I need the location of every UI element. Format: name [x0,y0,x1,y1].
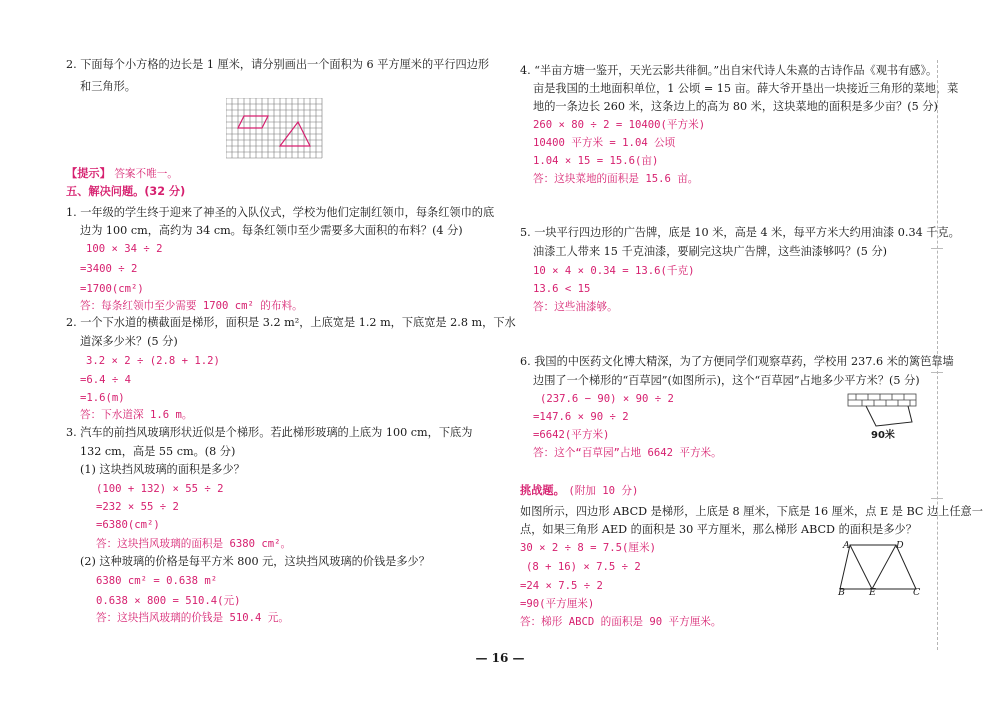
p5-step1: 10 × 4 × 0.34 = 13.6(千克) [533,265,695,277]
fig-label-c: C [913,587,921,598]
p3-answer2: 答：这块挡风玻璃的价钱是 510.4 元。 [96,612,289,624]
p3-step3: =6380(cm²) [96,519,160,531]
p1-line1: 1. 一年级的学生终于迎来了神圣的入队仪式，学校为他们定制红领巾，每条红领巾的底 [66,206,495,219]
challenge-answer: 答：梯形 ABCD 的面积是 90 平方厘米。 [520,616,722,628]
p4-line3: 地的一条边长 260 米，这条边上的高为 80 米，这块菜地的面积是多少亩？(5 分) [533,100,938,113]
p2-line1: 2. 一个下水道的横截面是梯形，面积是 3.2 m²，上底宽是 1.2 m，下底宽是 2.8 m，下水 [66,316,516,329]
section-5-heading: 五、解决问题。(32 分) [66,185,186,198]
fig-label-d: D [896,540,904,551]
p6-answer: 答：这个“百草园”占地 6642 平方米。 [533,447,722,459]
p6-step2: =147.6 × 90 ÷ 2 [533,411,629,423]
p2-step2: =6.4 ÷ 4 [80,374,132,386]
challenge-score: (附加 10 分) [568,485,639,497]
p2-line2: 道深多少米？(5 分) [80,335,178,348]
p5-step2: 13.6 < 15 [533,283,591,295]
p4-step1: 260 × 80 ÷ 2 = 10400(平方米) [533,119,706,131]
p5-line2: 油漆工人带来 15 千克油漆，要刷完这块广告牌，这些油漆够吗？(5 分) [533,245,888,258]
p2-step3: =1.6(m) [80,392,125,404]
p6-line2: 边围了一个梯形的“百草园”(如图所示)，这个“百草园”占地多少平方米？(5 分) [533,374,920,387]
p4-step2: 10400 平方米 = 1.04 公顷 [533,137,676,149]
p6-step3: =6642(平方米) [533,429,610,441]
p3-step5: 0.638 × 800 = 510.4(元) [96,595,241,607]
hint-row [66,167,178,181]
p3-step4: 6380 cm² = 0.638 m² [96,575,218,587]
cut-line [937,60,938,650]
fig-label-a: A [843,540,850,551]
p1-line2: 边为 100 cm，高约为 34 cm。每条红领巾至少需要多大面积的布料？(4 分) [80,224,463,237]
p3-sub2: (2) 这种玻璃的价格是每平方米 800 元，这块挡风玻璃的价钱是多少？ [80,555,430,568]
p1-step3: =1700(cm²) [80,283,144,295]
p1-answer: 答：每条红领巾至少需要 1700 cm² 的布料。 [80,300,303,312]
cut-mark [931,498,943,499]
p5-answer: 答：这些油漆够。 [533,301,618,313]
p3-answer1: 答：这块挡风玻璃的面积是 6380 cm²。 [96,538,292,550]
challenge-title: 挑战题。 [520,484,565,497]
hint-label: 【提示】 [66,167,111,180]
p6-step1: (237.6 − 90) × 90 ÷ 2 [540,393,674,405]
challenge-line1: 如图所示，四边形 ABCD 是梯形，上底是 8 厘米，下底是 16 厘米，点 E 是 BC 边上任意一 [520,505,983,518]
p3-step2: =232 × 55 ÷ 2 [96,501,179,513]
p1-step2: =3400 ÷ 2 [80,263,138,275]
p4-answer: 答：这块菜地的面积是 15.6 亩。 [533,173,699,185]
p6-line1: 6. 我国的中医药文化博大精深，为了方便同学们观察草药，学校用 237.6 米的篱笆靠墙 [520,355,954,368]
challenge-heading [520,484,638,498]
fig-label-e: E [869,587,876,598]
p4-line1: 4. “半亩方塘一鉴开，天光云影共徘徊。”出自宋代诗人朱熹的古诗作品《观书有感》。 [520,64,938,77]
p1-step1: 100 × 34 ÷ 2 [86,243,163,255]
p3-step1: (100 + 132) × 55 ÷ 2 [96,483,224,495]
p2-answer: 答：下水道深 1.6 m。 [80,409,193,421]
page-number: — 16 — [475,651,525,665]
fig-label-b: B [838,587,845,598]
p4-step3: 1.04 × 15 = 15.6(亩) [533,155,659,167]
q2-title-line1: 2. 下面每个小方格的边长是 1 厘米，请分别画出一个面积为 6 平方厘米的平行四边形 [66,58,490,71]
p3-sub1: (1) 这块挡风玻璃的面积是多少？ [80,463,245,476]
garden-figure-label: 90米 [871,430,895,441]
challenge-step2: (8 + 16) × 7.5 ÷ 2 [526,561,641,573]
cut-mark [931,372,943,373]
p3-line2: 132 cm，高是 55 cm。(8 分) [80,445,236,458]
p3-line1: 3. 汽车的前挡风玻璃形状近似是个梯形。若此梯形玻璃的上底为 100 cm，下底为 [66,426,473,439]
grid-figure [226,98,323,160]
challenge-step3: =24 × 7.5 ÷ 2 [520,580,603,592]
p5-line1: 5. 一块平行四边形的广告牌，底是 10 米，高是 4 米，每平方米大约用油漆 0.34 千克。 [520,226,960,239]
challenge-step4: =90(平方厘米) [520,598,595,610]
challenge-step1: 30 × 2 ÷ 8 = 7.5(厘米) [520,542,656,554]
p4-line2: 亩是我国的土地面积单位，1 公顷 = 15 亩。薛大爷开垦出一块接近三角形的菜地，菜 [533,82,959,95]
cut-mark [931,248,943,249]
q2-title-line2: 和三角形。 [80,80,136,93]
p2-step1: 3.2 × 2 ÷ (2.8 + 1.2) [86,355,220,367]
challenge-line2: 点，如果三角形 AED 的面积是 30 平方厘米，那么梯形 ABCD 的面积是多少？ [520,523,917,536]
hint-text: 答案不唯一。 [114,168,178,180]
